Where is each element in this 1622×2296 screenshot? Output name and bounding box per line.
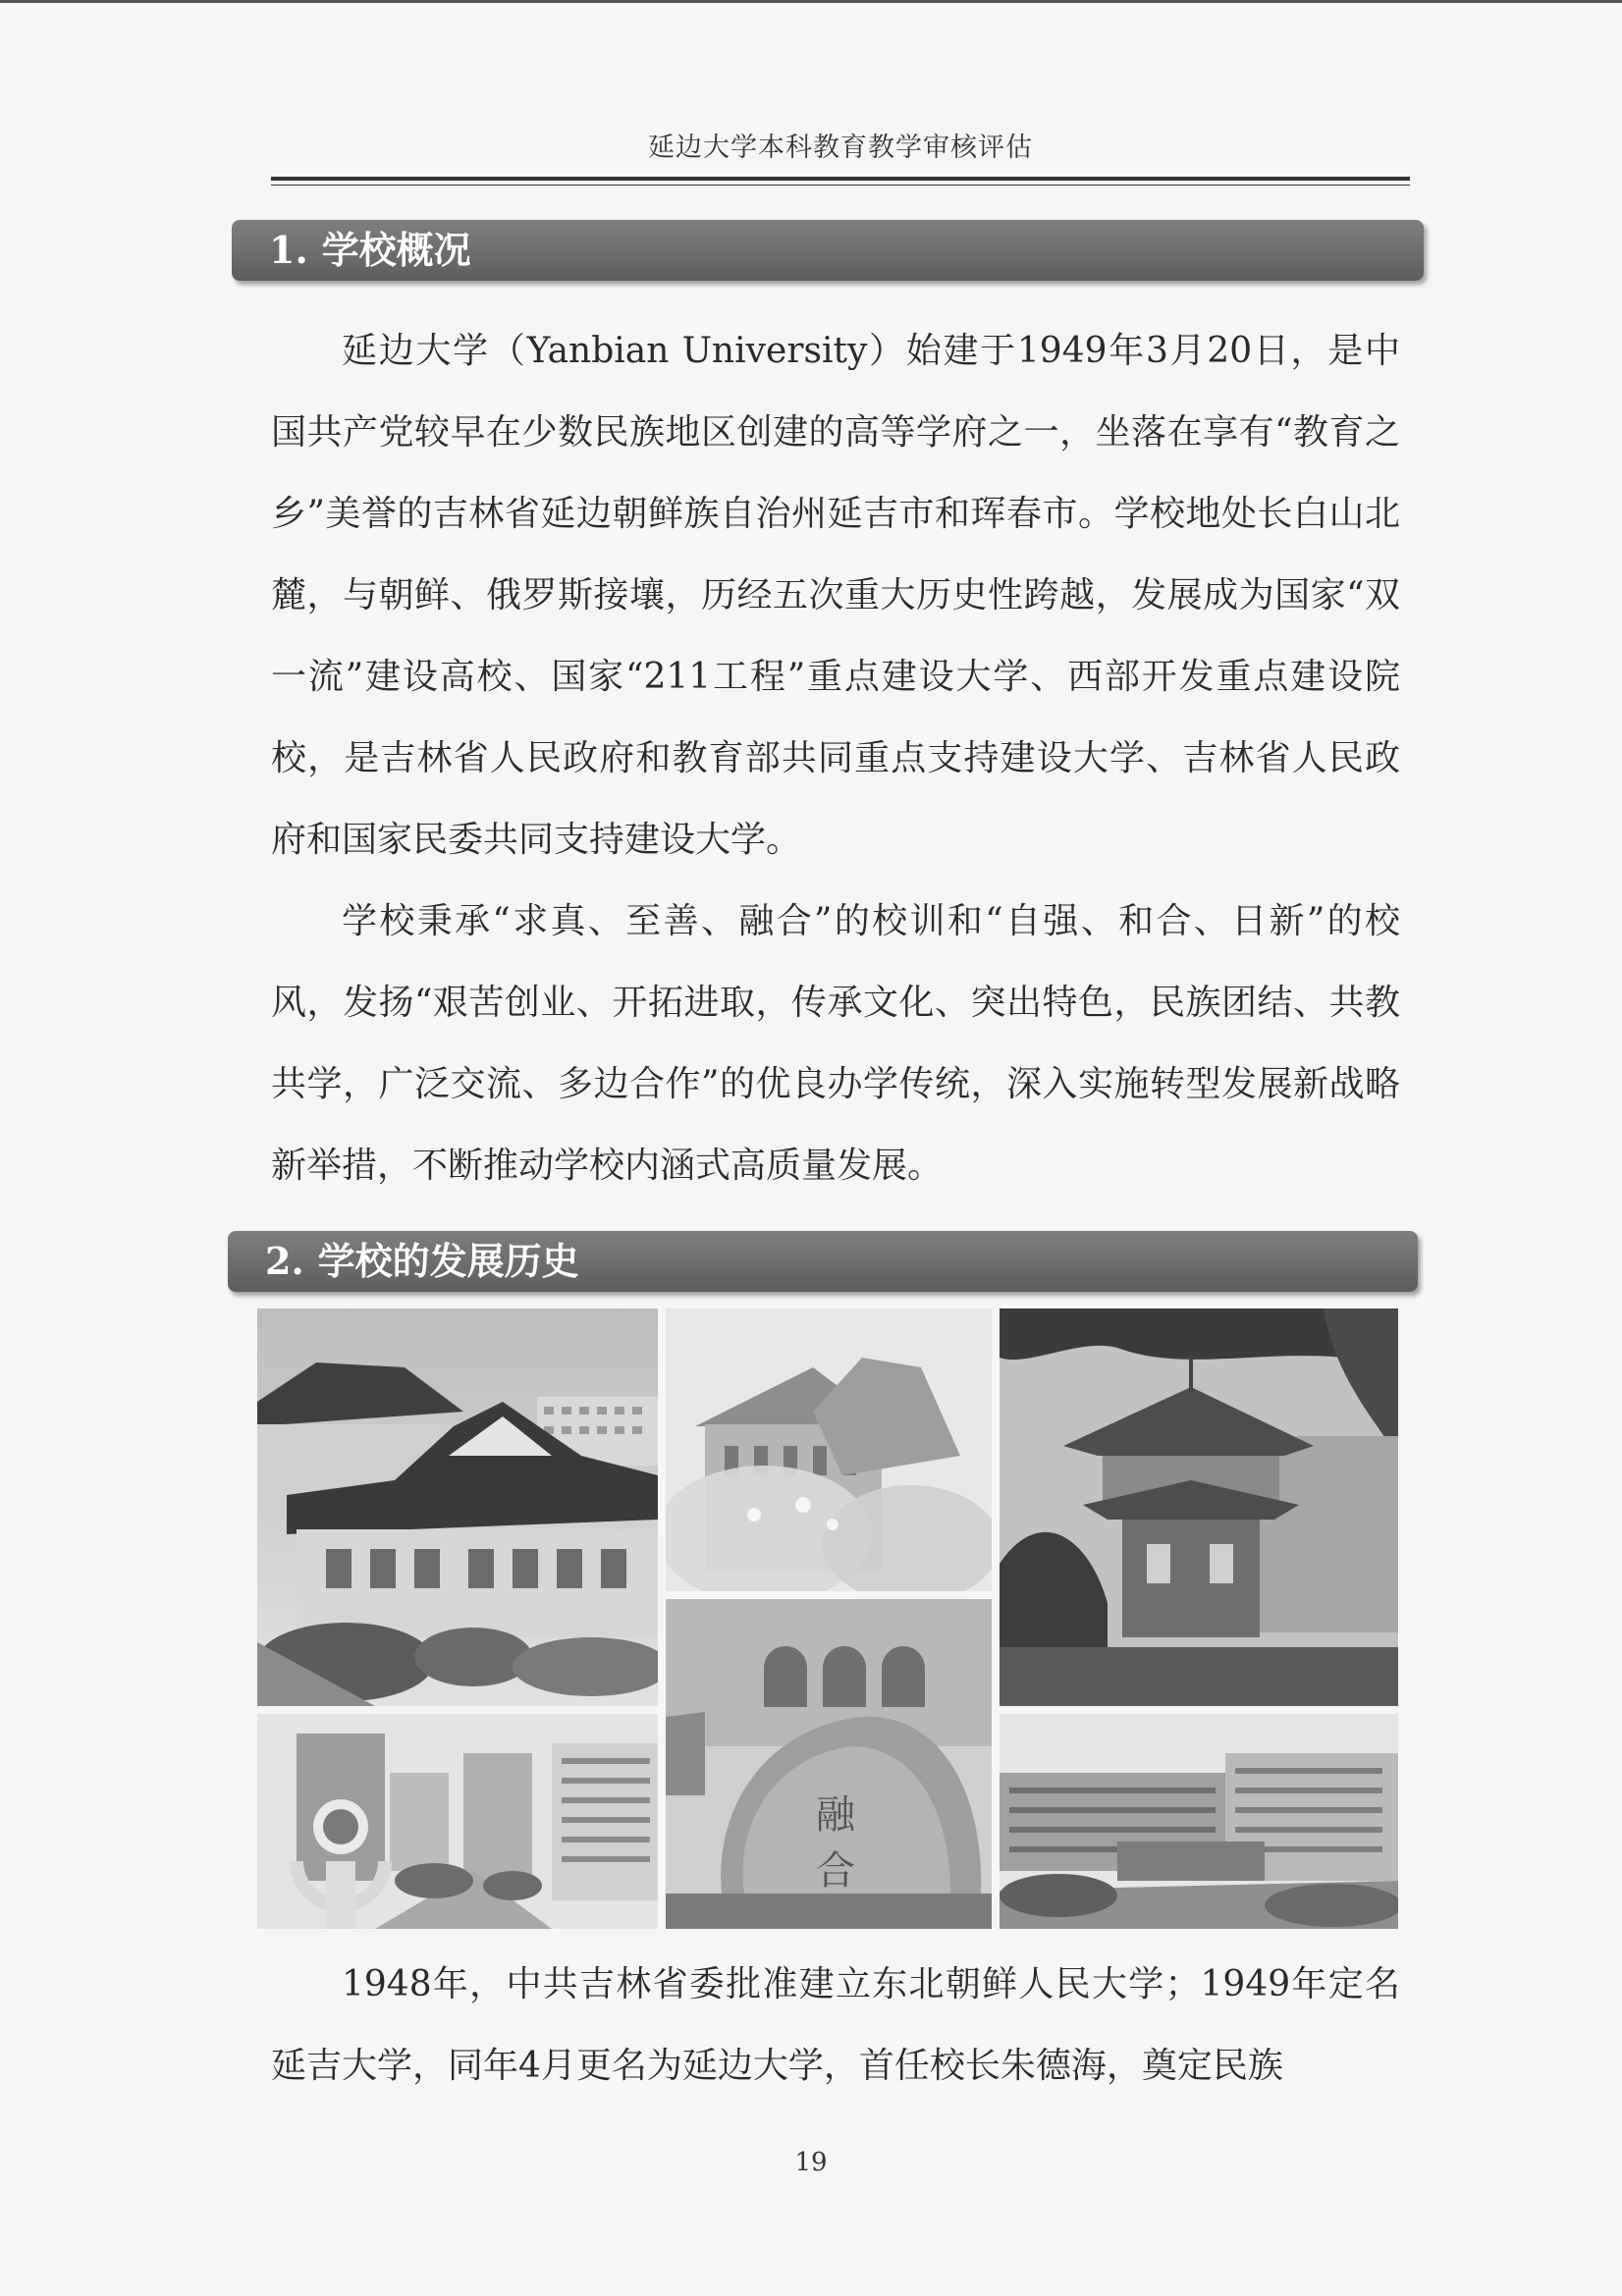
section-heading-1 bbox=[232, 220, 1424, 281]
paragraph-history: 1948年，中共吉林省委批准建立东北朝鲜人民大学；1949年定名延吉大学，同年4月更名为延边大学，首任校长朱德海，奠定民族 bbox=[271, 1964, 1400, 2086]
section-title: 学校的发展历史 bbox=[317, 1239, 579, 1283]
photo-traditional-hall bbox=[257, 1308, 658, 1706]
paragraph-motto: 学校秉承“求真、至善、融合”的校训和“自强、和合、日新”的校风，发扬“艰苦创业、开拓进取，传承文化、突出特色，民族团结、共教共学，广泛交流、多边合作”的优良办学传统，深入实施转型发展新战略新举措，不断推动学校内涵式高质量发展。 bbox=[271, 901, 1400, 1186]
photo-pagoda bbox=[1000, 1308, 1398, 1706]
section-heading-2 bbox=[228, 1231, 1418, 1292]
section-number: 2. bbox=[265, 1239, 304, 1283]
photo-inscribed-rock bbox=[666, 1599, 992, 1929]
section-title: 学校概况 bbox=[321, 228, 471, 272]
header-rule-thick bbox=[271, 177, 1410, 181]
rock-inscription: 融 合 bbox=[816, 1792, 875, 1894]
page-number: 19 bbox=[794, 2148, 828, 2177]
scan-edge-line bbox=[0, 0, 1622, 3]
section-number: 1. bbox=[269, 228, 308, 272]
campus-photo-collage bbox=[257, 1308, 1398, 1929]
photo-modern-campus bbox=[257, 1714, 658, 1929]
running-header: 延边大学本科教育教学审核评估 bbox=[648, 133, 1033, 163]
header-rule-thin bbox=[271, 185, 1410, 186]
paragraph-overview: 延边大学（Yanbian University）始建于1949年3月20日，是中国共产党较早在少数民族地区创建的高等学府之一，坐落在享有“教育之乡”美誉的吉林省延边朝鲜族自治州延吉市和珲春市。学校地处长白山北麓，与朝鲜、俄罗斯接壤，历经五次重大历史性跨越，发展成为国家“双一流”建设高校、国家“211工程”重点建设大学、西部开发重点建设院校，是吉林省人民政府和教育部共同重点支持建设大学、吉林省人民政府和国家民委共同支持建设大学。 bbox=[271, 331, 1400, 860]
photo-campus-buildings bbox=[1000, 1714, 1398, 1929]
photo-building-blossoms bbox=[666, 1308, 992, 1591]
